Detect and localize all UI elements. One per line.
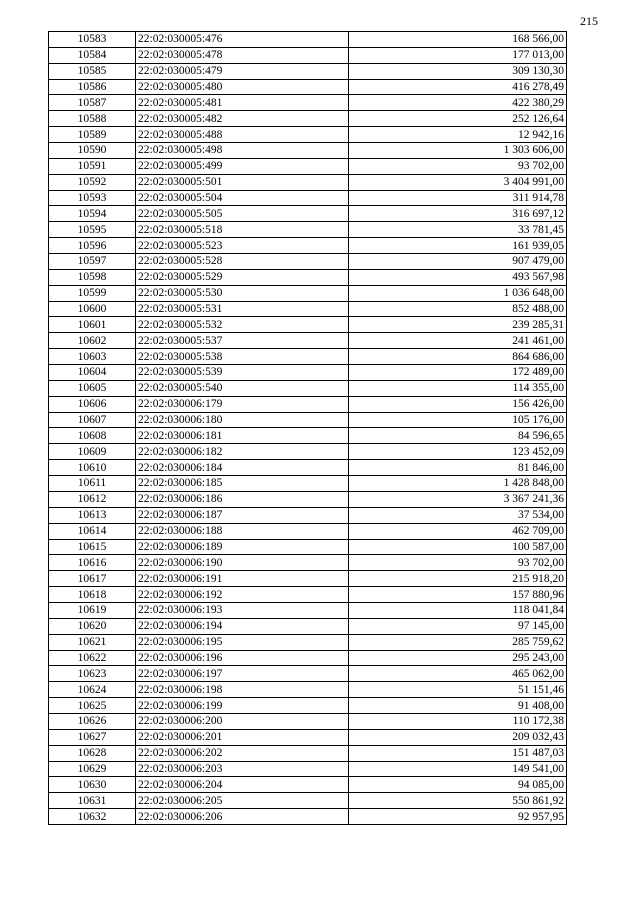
cadastral-value-cell: 93 702,00 [349,158,567,174]
table-row [49,682,567,698]
cadastral-value-cell: 316 697,12 [349,206,567,222]
row-number-cell: 10589 [49,127,136,143]
cadastral-value-cell: 1 036 648,00 [349,285,567,301]
row-number-cell: 10622 [49,650,136,666]
table-row [49,158,567,174]
cadastral-number-cell: 22:02:030006:199 [136,698,349,714]
table-row [49,380,567,396]
cadastral-value-cell: 100 587,00 [349,539,567,555]
cadastral-value-cell: 177 013,00 [349,47,567,63]
table-row [49,713,567,729]
cadastral-value-cell: 311 914,78 [349,190,567,206]
table-row [49,174,567,190]
cadastral-value-cell: 37 534,00 [349,507,567,523]
cadastral-number-cell: 22:02:030006:197 [136,666,349,682]
row-number-cell: 10594 [49,206,136,222]
cadastral-number-cell: 22:02:030005:531 [136,301,349,317]
row-number-cell: 10592 [49,174,136,190]
table-row [49,285,567,301]
cadastral-number-cell: 22:02:030006:196 [136,650,349,666]
cadastral-value-cell: 209 032,43 [349,729,567,745]
row-number-cell: 10603 [49,349,136,365]
table-row [49,745,567,761]
cadastral-value-cell: 97 145,00 [349,618,567,634]
cadastral-number-cell: 22:02:030005:504 [136,190,349,206]
table-row [49,143,567,159]
cadastral-value-cell: 295 243,00 [349,650,567,666]
row-number-cell: 10605 [49,380,136,396]
row-number-cell: 10615 [49,539,136,555]
row-number-cell: 10617 [49,571,136,587]
table-row [49,63,567,79]
row-number-cell: 10583 [49,32,136,48]
cadastral-value-cell: 465 062,00 [349,666,567,682]
table-row [49,491,567,507]
cadastral-number-cell: 22:02:030006:184 [136,460,349,476]
table-row [49,698,567,714]
cadastral-value-cell: 550 861,92 [349,793,567,809]
table-row [49,79,567,95]
table-row [49,32,567,48]
row-number-cell: 10614 [49,523,136,539]
cadastral-number-cell: 22:02:030005:498 [136,143,349,159]
cadastral-value-cell: 864 686,00 [349,349,567,365]
row-number-cell: 10611 [49,476,136,492]
row-number-cell: 10595 [49,222,136,238]
row-number-cell: 10625 [49,698,136,714]
cadastral-value-table [48,31,567,825]
cadastral-value-cell: 81 846,00 [349,460,567,476]
cadastral-value-cell: 84 596,65 [349,428,567,444]
cadastral-value-cell: 1 428 848,00 [349,476,567,492]
cadastral-number-cell: 22:02:030006:186 [136,491,349,507]
cadastral-number-cell: 22:02:030005:505 [136,206,349,222]
row-number-cell: 10609 [49,444,136,460]
table-row [49,317,567,333]
table-row [49,602,567,618]
table-row [49,729,567,745]
table-row [49,460,567,476]
row-number-cell: 10631 [49,793,136,809]
cadastral-value-cell: 149 541,00 [349,761,567,777]
row-number-cell: 10632 [49,809,136,825]
table-row [49,634,567,650]
cadastral-number-cell: 22:02:030005:518 [136,222,349,238]
cadastral-value-cell: 3 404 991,00 [349,174,567,190]
table-row [49,555,567,571]
cadastral-number-cell: 22:02:030006:193 [136,602,349,618]
row-number-cell: 10585 [49,63,136,79]
cadastral-number-cell: 22:02:030005:523 [136,238,349,254]
table-row [49,269,567,285]
cadastral-number-cell: 22:02:030006:206 [136,809,349,825]
row-number-cell: 10624 [49,682,136,698]
cadastral-number-cell: 22:02:030005:537 [136,333,349,349]
cadastral-number-cell: 22:02:030006:191 [136,571,349,587]
cadastral-number-cell: 22:02:030005:530 [136,285,349,301]
table-row [49,777,567,793]
cadastral-number-cell: 22:02:030005:532 [136,317,349,333]
row-number-cell: 10593 [49,190,136,206]
cadastral-value-cell: 156 426,00 [349,396,567,412]
cadastral-value-cell: 852 488,00 [349,301,567,317]
table-row [49,238,567,254]
cadastral-number-cell: 22:02:030006:200 [136,713,349,729]
table-row [49,222,567,238]
cadastral-number-cell: 22:02:030005:488 [136,127,349,143]
table-row [49,47,567,63]
cadastral-value-cell: 157 880,96 [349,587,567,603]
cadastral-value-cell: 172 489,00 [349,365,567,381]
cadastral-number-cell: 22:02:030005:540 [136,380,349,396]
cadastral-number-cell: 22:02:030005:478 [136,47,349,63]
cadastral-value-cell: 422 380,29 [349,95,567,111]
table-row [49,523,567,539]
row-number-cell: 10623 [49,666,136,682]
cadastral-value-cell: 462 709,00 [349,523,567,539]
cadastral-value-cell: 241 461,00 [349,333,567,349]
cadastral-value-cell: 3 367 241,36 [349,491,567,507]
cadastral-value-cell: 309 130,30 [349,63,567,79]
cadastral-number-cell: 22:02:030006:204 [136,777,349,793]
cadastral-value-cell: 12 942,16 [349,127,567,143]
cadastral-value-cell: 33 781,45 [349,222,567,238]
row-number-cell: 10619 [49,602,136,618]
row-number-cell: 10620 [49,618,136,634]
cadastral-number-cell: 22:02:030005:539 [136,365,349,381]
table-row [49,333,567,349]
page-number: 215 [580,14,598,28]
cadastral-number-cell: 22:02:030005:479 [136,63,349,79]
table-row [49,650,567,666]
row-number-cell: 10586 [49,79,136,95]
cadastral-number-cell: 22:02:030006:182 [136,444,349,460]
table-row [49,507,567,523]
cadastral-value-cell: 215 918,20 [349,571,567,587]
cadastral-number-cell: 22:02:030006:194 [136,618,349,634]
cadastral-number-cell: 22:02:030006:180 [136,412,349,428]
row-number-cell: 10587 [49,95,136,111]
cadastral-value-cell: 239 285,31 [349,317,567,333]
table-row [49,365,567,381]
cadastral-value-cell: 94 085,00 [349,777,567,793]
cadastral-value-cell: 168 566,00 [349,32,567,48]
table-row [49,396,567,412]
row-number-cell: 10598 [49,269,136,285]
cadastral-value-cell: 93 702,00 [349,555,567,571]
cadastral-number-cell: 22:02:030005:482 [136,111,349,127]
cadastral-number-cell: 22:02:030006:192 [136,587,349,603]
table-row [49,809,567,825]
cadastral-number-cell: 22:02:030005:529 [136,269,349,285]
row-number-cell: 10618 [49,587,136,603]
cadastral-value-cell: 51 151,46 [349,682,567,698]
row-number-cell: 10588 [49,111,136,127]
cadastral-number-cell: 22:02:030005:538 [136,349,349,365]
table-row [49,618,567,634]
table-row [49,254,567,270]
row-number-cell: 10621 [49,634,136,650]
cadastral-value-cell: 92 957,95 [349,809,567,825]
row-number-cell: 10606 [49,396,136,412]
cadastral-value-cell: 91 408,00 [349,698,567,714]
cadastral-value-cell: 151 487,03 [349,745,567,761]
row-number-cell: 10602 [49,333,136,349]
table-row [49,587,567,603]
row-number-cell: 10604 [49,365,136,381]
row-number-cell: 10613 [49,507,136,523]
cadastral-number-cell: 22:02:030005:499 [136,158,349,174]
cadastral-value-cell: 493 567,98 [349,269,567,285]
row-number-cell: 10612 [49,491,136,507]
cadastral-value-cell: 105 176,00 [349,412,567,428]
row-number-cell: 10630 [49,777,136,793]
table-row [49,412,567,428]
cadastral-number-cell: 22:02:030005:480 [136,79,349,95]
cadastral-value-cell: 118 041,84 [349,602,567,618]
cadastral-number-cell: 22:02:030005:481 [136,95,349,111]
row-number-cell: 10626 [49,713,136,729]
cadastral-number-cell: 22:02:030006:179 [136,396,349,412]
cadastral-value-cell: 114 355,00 [349,380,567,396]
cadastral-number-cell: 22:02:030006:190 [136,555,349,571]
table-row [49,444,567,460]
cadastral-number-cell: 22:02:030006:201 [136,729,349,745]
table-row [49,301,567,317]
cadastral-number-cell: 22:02:030006:203 [136,761,349,777]
table-row [49,666,567,682]
cadastral-number-cell: 22:02:030006:189 [136,539,349,555]
row-number-cell: 10597 [49,254,136,270]
row-number-cell: 10610 [49,460,136,476]
table-body [49,32,567,825]
cadastral-value-cell: 252 126,64 [349,111,567,127]
cadastral-number-cell: 22:02:030006:181 [136,428,349,444]
row-number-cell: 10596 [49,238,136,254]
cadastral-value-cell: 1 303 606,00 [349,143,567,159]
row-number-cell: 10599 [49,285,136,301]
cadastral-number-cell: 22:02:030006:202 [136,745,349,761]
cadastral-number-cell: 22:02:030006:187 [136,507,349,523]
row-number-cell: 10591 [49,158,136,174]
table-row [49,761,567,777]
table-row [49,793,567,809]
cadastral-number-cell: 22:02:030006:205 [136,793,349,809]
cadastral-number-cell: 22:02:030005:528 [136,254,349,270]
row-number-cell: 10590 [49,143,136,159]
row-number-cell: 10608 [49,428,136,444]
cadastral-number-cell: 22:02:030006:185 [136,476,349,492]
table-row [49,349,567,365]
table-row [49,428,567,444]
table-row [49,539,567,555]
table-row [49,476,567,492]
cadastral-number-cell: 22:02:030005:501 [136,174,349,190]
cadastral-value-cell: 907 479,00 [349,254,567,270]
row-number-cell: 10601 [49,317,136,333]
table-row [49,571,567,587]
cadastral-value-cell: 416 278,49 [349,79,567,95]
row-number-cell: 10616 [49,555,136,571]
row-number-cell: 10628 [49,745,136,761]
table-row [49,190,567,206]
row-number-cell: 10607 [49,412,136,428]
table-row [49,111,567,127]
table-row [49,206,567,222]
cadastral-value-cell: 110 172,38 [349,713,567,729]
cadastral-value-cell: 161 939,05 [349,238,567,254]
table-row [49,127,567,143]
cadastral-value-cell: 123 452,09 [349,444,567,460]
cadastral-number-cell: 22:02:030006:195 [136,634,349,650]
table-row [49,95,567,111]
cadastral-value-cell: 285 759,62 [349,634,567,650]
cadastral-number-cell: 22:02:030006:198 [136,682,349,698]
row-number-cell: 10629 [49,761,136,777]
cadastral-number-cell: 22:02:030006:188 [136,523,349,539]
cadastral-number-cell: 22:02:030005:476 [136,32,349,48]
row-number-cell: 10584 [49,47,136,63]
row-number-cell: 10600 [49,301,136,317]
row-number-cell: 10627 [49,729,136,745]
